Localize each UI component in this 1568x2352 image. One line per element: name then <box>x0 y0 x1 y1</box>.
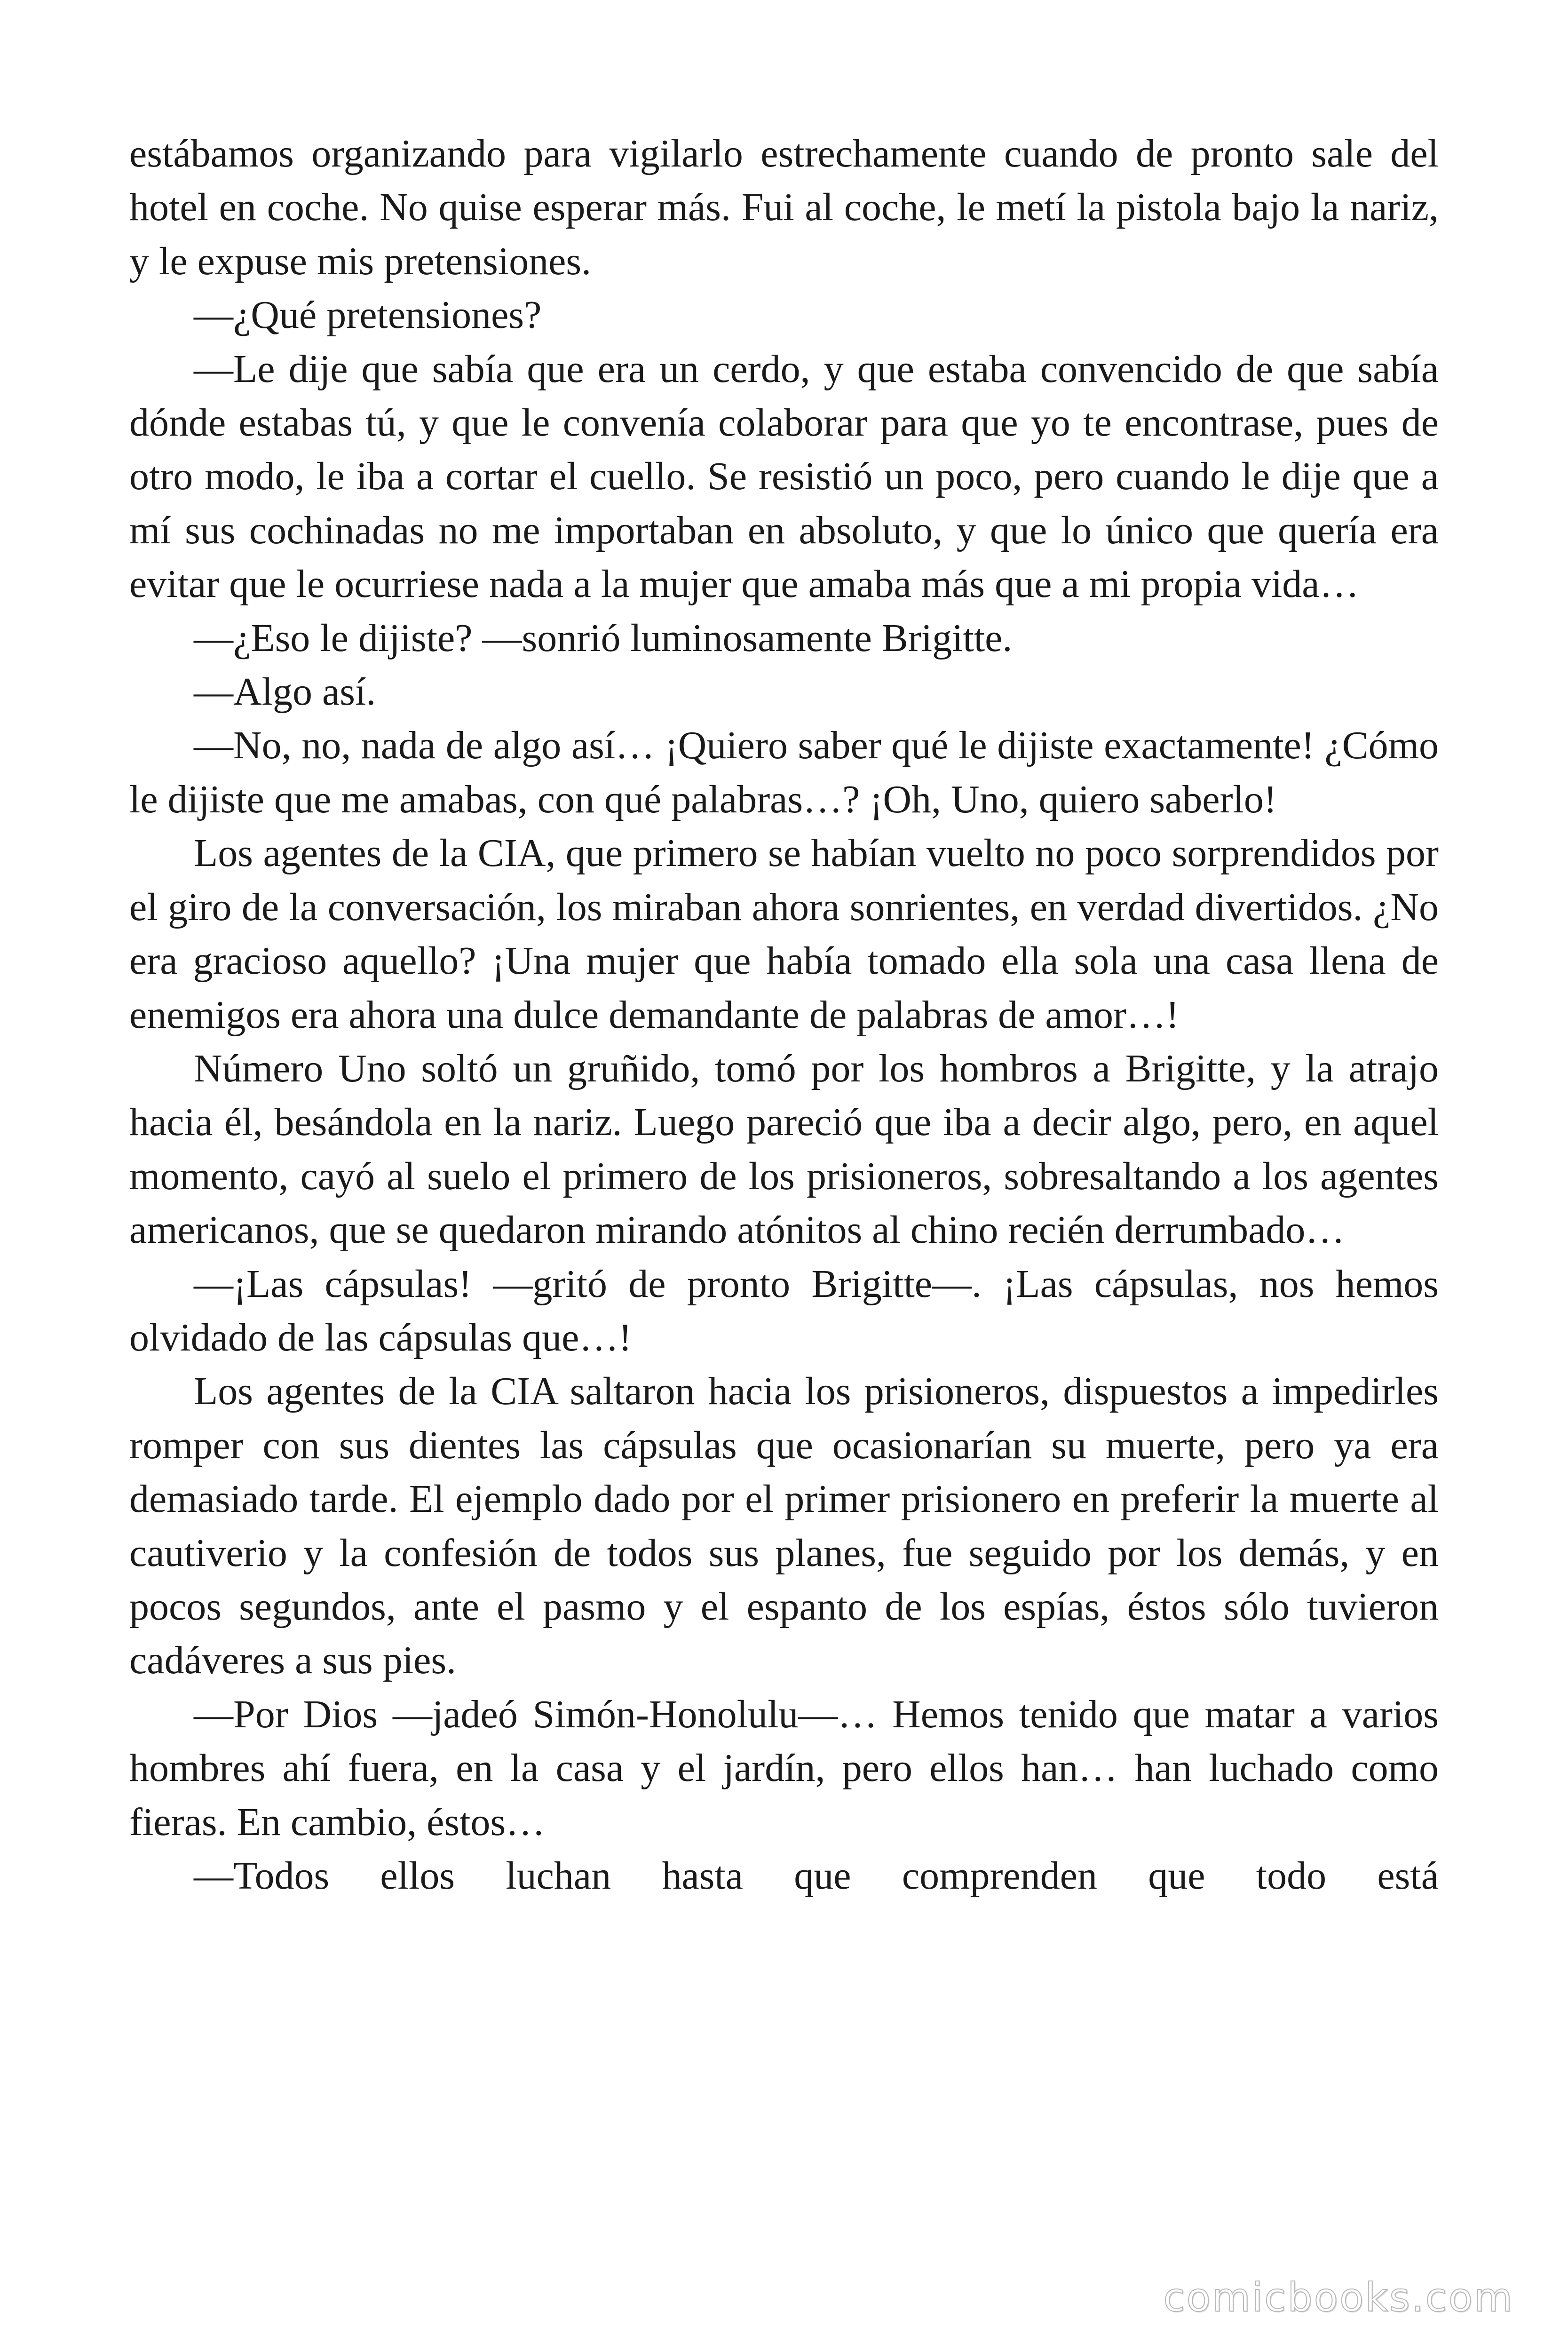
paragraph-12: —Todos ellos luchan hasta que comprenden que todo está <box>194 1854 1439 1898</box>
paragraph-7: Los agentes de la CIA, que primero se habían vuelto no poco sorprendidos por el giro de la conversación, los miraban ahora sonrientes, en verdad divertidos. ¿No era gracioso aquello? ¡Una mujer que había tomado ella sola una casa llena de enemigos era ahora una dulce demandante de palabras de amor…! <box>129 831 1439 1037</box>
paragraph-3: —Le dije que sabía que era un cerdo, y que estaba convencido de que sabía dónde estabas tú, y que le convenía colaborar para que yo te encontrase, pues de otro modo, le iba a cortar el cuello. Se resistió un poco, pero cuando le dije que a mí sus cochinadas no me importaban en absoluto, y que lo único que quería era evitar que le ocurriese nada a la mujer que amaba más que a mi propia vida… <box>129 347 1439 606</box>
paragraph-8: Número Uno soltó un gruñido, tomó por los hombros a Brigitte, y la atrajo hacia él, besándola en la nariz. Luego pareció que iba a decir algo, pero, en aquel momento, cayó al suelo el primero de los prisioneros, sobresaltando a los agentes americanos, que se quedaron mirando atónitos al chino recién derrumbado… <box>129 1046 1439 1252</box>
paragraph-1: estábamos organizando para vigilarlo estrechamente cuando de pronto sale del hotel en coche. No quise esperar más. Fui al coche, le metí la pistola bajo la nariz, y le expuse mis pretensiones. <box>129 132 1439 283</box>
watermark: comicbooks.com <box>1163 2274 1514 2320</box>
paragraph-9: —¡Las cápsulas! —gritó de pronto Brigitte—. ¡Las cápsulas, nos hemos olvidado de las cápsulas que…! <box>129 1262 1439 1359</box>
paragraph-11: —Por Dios —jadeó Simón-Honolulu—… Hemos tenido que matar a varios hombres ahí fuera, en la casa y el jardín, pero ellos han… han luchado como fieras. En cambio, éstos… <box>129 1692 1439 1844</box>
paragraph-4: —¿Eso le dijiste? —sonrió luminosamente Brigitte. <box>194 616 1013 660</box>
paragraph-5: —Algo así. <box>194 670 376 714</box>
paragraph-6: —No, no, nada de algo así… ¡Quiero saber qué le dijiste exactamente! ¿Cómo le dijiste que me amabas, con qué palabras…? ¡Oh, Uno, quiero saberlo! <box>129 723 1439 821</box>
paragraph-2: —¿Qué pretensiones? <box>194 293 542 337</box>
paragraph-10: Los agentes de la CIA saltaron hacia los prisioneros, dispuestos a impedirles romper con sus dientes las cápsulas que ocasionarían su muerte, pero ya era demasiado tarde. El ejemplo dado por el primer prisionero en preferir la muerte al cautiverio y la confesión de todos sus planes, fue seguido por los demás, y en pocos segundos, ante el pasmo y el espanto de los espías, éstos sólo tuvieron cadáveres a sus pies. <box>129 1369 1439 1683</box>
page-body <box>129 127 1439 1903</box>
